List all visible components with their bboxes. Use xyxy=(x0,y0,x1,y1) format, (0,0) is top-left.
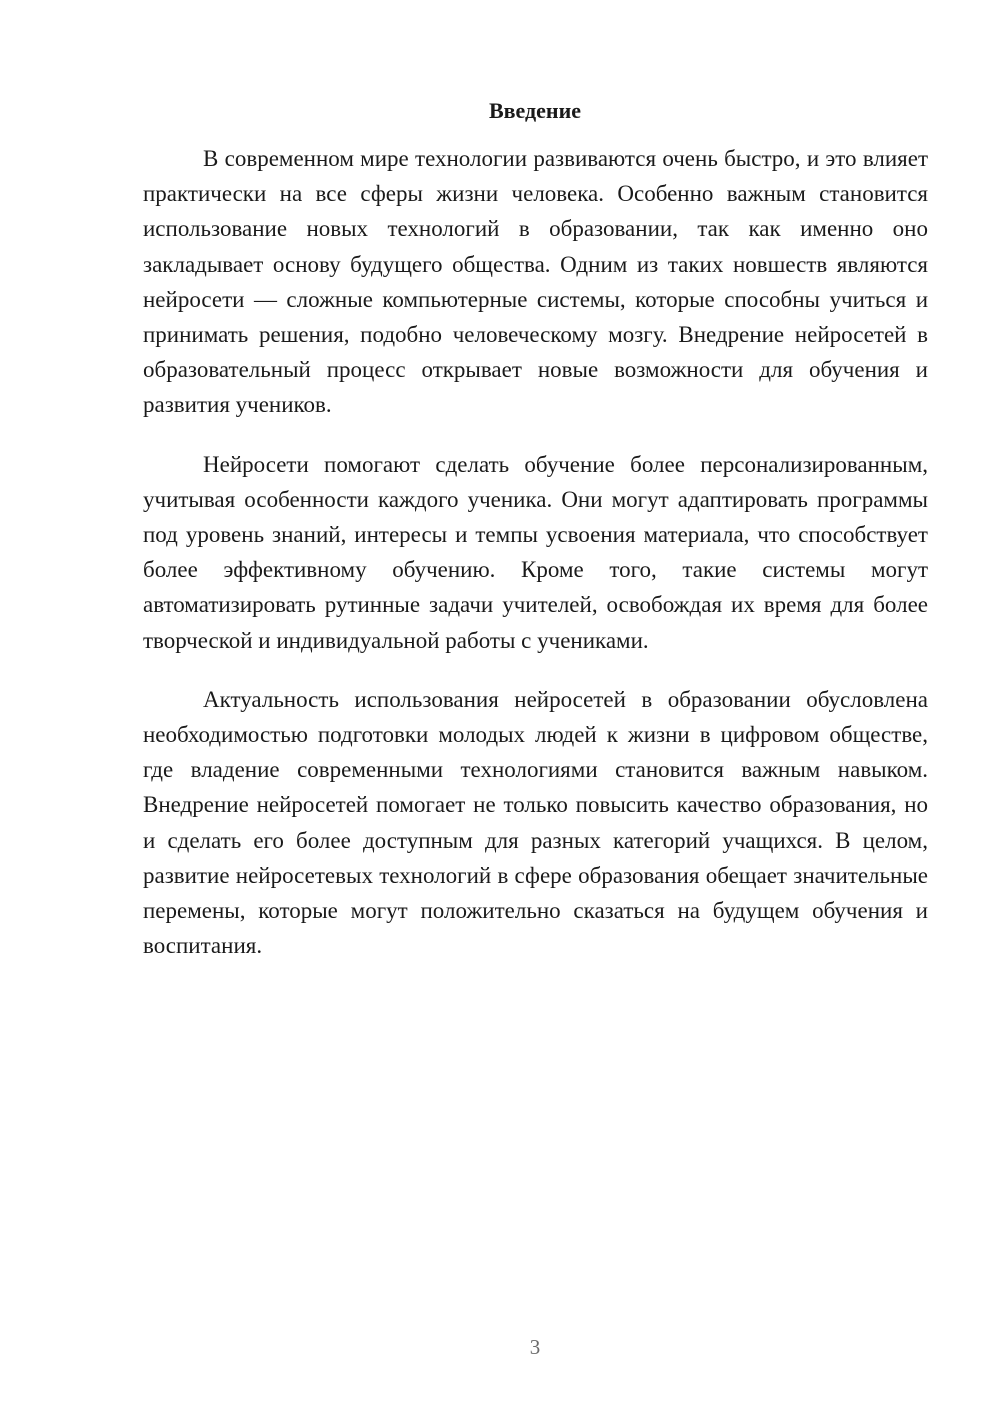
paragraph-1: В современном мире технологии развиваются очень быстро, и это влияет практически на все сферы жизни человека. Особенно важным становится использование новых технологий в образовании, так как именно оно закладывает основу будущего общества. Одним из таких новшеств являются нейросети — сложные компьютерные системы, которые способны учиться и принимать решения, подобно человеческому мозгу. Внедрение нейросетей в образовательный процесс открывает новые возможности для обучения и развития учеников. xyxy=(143,146,928,418)
paragraph-3: Актуальность использования нейросетей в образовании обусловлена необходимостью подготовки молодых людей к жизни в цифровом обществе, где владение современными технологиями становится важным навыком. Внедрение нейросетей помогает не только повысить качество образования, но и сделать его более доступным для разных категорий учащихся. В целом, развитие нейросетевых технологий в сфере образования обещает значительные перемены, которые могут положительно сказаться на будущем обучения и воспитания. xyxy=(143,686,928,959)
paragraph-2: Нейросети помогают сделать обучение более персонализированным, учитывая особенности каждого ученика. Они могут адаптировать программы под уровень знаний, интересы и темпы усвоения материала, что способствует более эффективному обучению. Кроме того, такие системы могут автоматизировать рутинные задачи учителей, освобождая их время для более творческой и индивидуальной работы с учениками. xyxy=(143,451,928,653)
section-heading: Введение xyxy=(488,98,582,123)
body-text xyxy=(143,141,928,987)
page-number: 3 xyxy=(529,1335,541,1359)
